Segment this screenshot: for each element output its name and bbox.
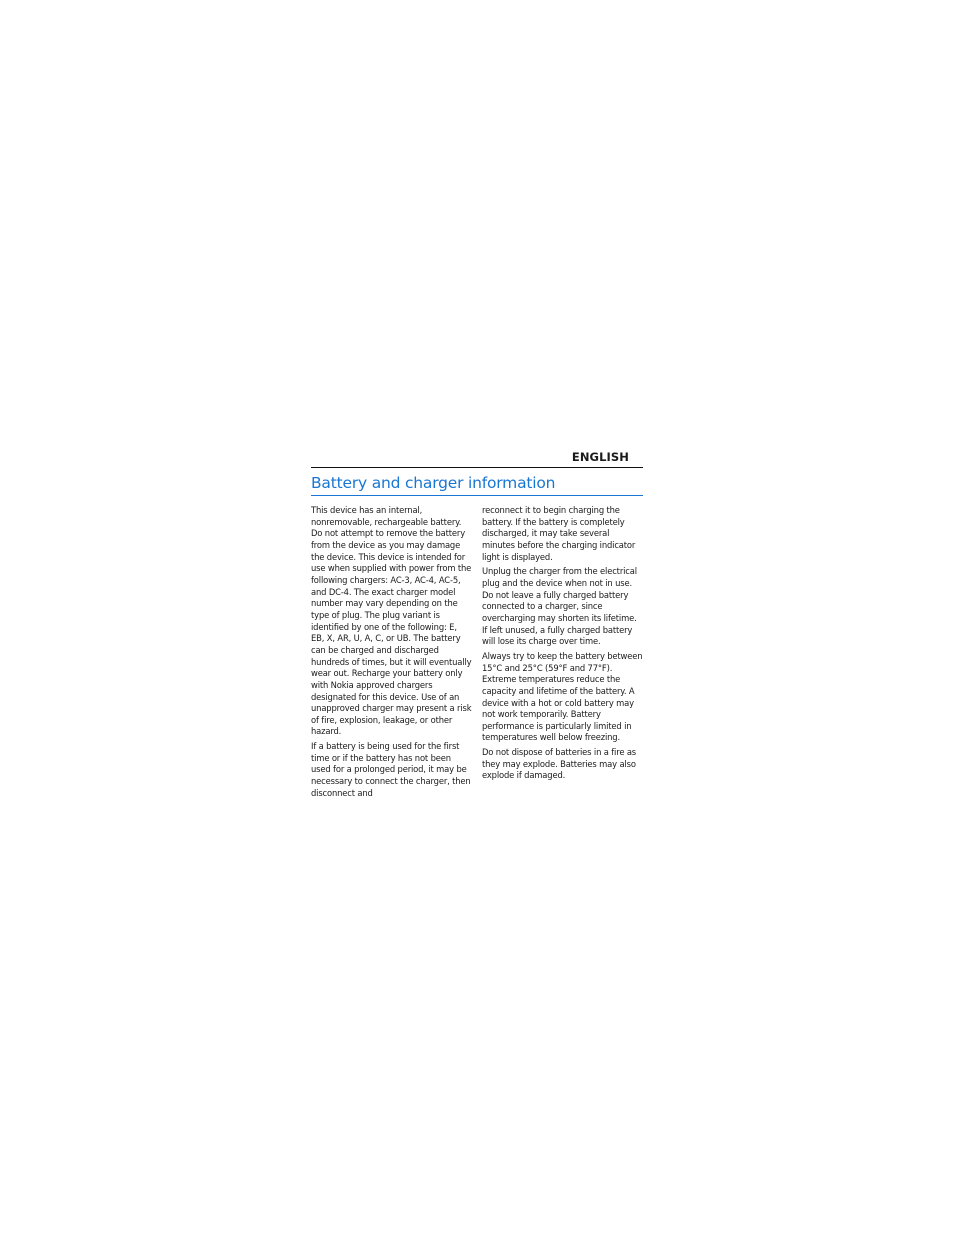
top-divider (311, 467, 643, 468)
right-column (482, 505, 643, 802)
paragraph-temperature: Always try to keep the battery between 15°C and 25°C (59°F and 77°F). Extreme temperatures reduce the capacity and lifetime of the battery. A device with a hot or cold battery may not work temporarily. Battery performance is particularly limited in temperatures well below freezing. (482, 650, 643, 743)
heading-underline (311, 495, 643, 496)
paragraph-unplug: Unplug the charger from the electrical plug and the device when not in use. Do not leave a fully charged battery connected to a charger, since overcharging may shorten its lifetime. If left unused, a fully charged battery will lose its charge over time. (482, 566, 637, 647)
paragraph-reconnect: reconnect it to begin charging the battery. If the battery is completely discharged, it may take several minutes before the charging indicator light is displayed. (482, 505, 636, 562)
language-label: ENGLISH (571, 450, 629, 464)
paragraph-first-use: If a battery is being used for the first time or if the battery has not been used for a prolonged period, it may be necessary to connect the charger, then disconnect and (311, 741, 471, 798)
paragraph-disposal: Do not dispose of batteries in a fire as they may explode. Batteries may also explode if damaged. (482, 747, 637, 781)
body-columns (311, 505, 643, 802)
document-page (311, 448, 643, 802)
paragraph-battery-overview: This device has an internal, nonremovable, rechargeable battery. Do not attempt to remove the battery from the device as you may damage the device. This device is intended for use when supplied with power from the following chargers: AC-3, AC-4, AC-5, and DC-4. The exact charger model number may vary depending on the type of plug. The plug variant is identified by one of the following: E, EB, X, AR, U, A, C, or UB. The battery can be charged and discharged hundreds of times, but it will eventually wear out. Recharge your battery only with Nokia approved chargers designated for this device. Use of an unapproved charger may present a risk of fire, explosion, leakage, or other hazard. (311, 505, 472, 737)
section-heading: Battery and charger information (311, 474, 556, 492)
left-column (311, 505, 472, 802)
